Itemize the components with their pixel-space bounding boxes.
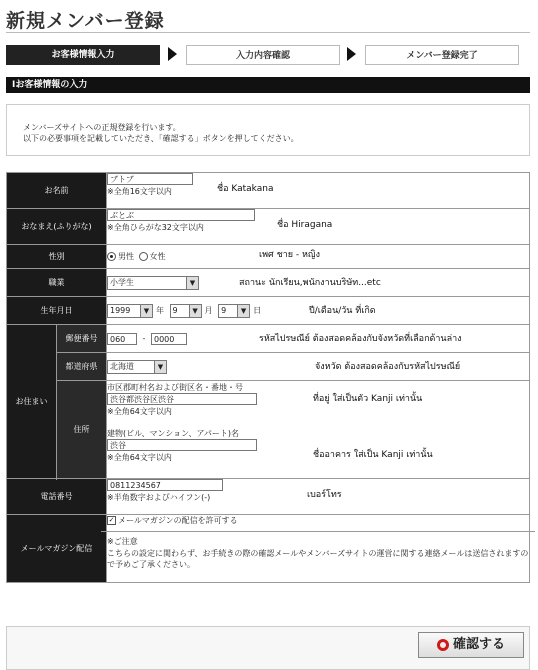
- chevron-down-icon: ▼: [237, 305, 249, 317]
- gender-male-radio[interactable]: [107, 252, 116, 261]
- kana-input[interactable]: ぶとぶ: [107, 209, 255, 221]
- row-gender: [7, 245, 530, 269]
- row-street: [7, 381, 530, 479]
- postal-thai-annotation: รหัสไปรษณีย์ ต้องสอดคล้องกับจังหวัดที่เลือกด้านล่าง: [259, 334, 462, 344]
- step-arrow-icon: [168, 47, 177, 61]
- mail-magazine-checkbox[interactable]: ✓: [108, 516, 115, 524]
- job-label: 職業: [7, 269, 107, 297]
- birth-day-select[interactable]: [218, 304, 250, 318]
- phone-label: 電話番号: [7, 479, 107, 515]
- intro-box: [6, 104, 530, 156]
- postal-label: 郵便番号: [57, 325, 107, 353]
- street-line1-label: 市区郡町村名および街区名・番地・号: [107, 383, 243, 392]
- phone-thai-annotation: เบอร์โทร: [307, 490, 342, 500]
- day-unit: 日: [253, 306, 262, 315]
- address-label: お住まい: [7, 325, 57, 479]
- section-header: Iお客様情報の入力: [6, 77, 530, 93]
- page-title: 新規メンバー登録: [6, 10, 165, 32]
- row-kana: [7, 209, 530, 245]
- phone-input[interactable]: 0811234567: [107, 479, 223, 491]
- kana-thai-annotation: ชื่อ Hiragana: [277, 220, 333, 230]
- confirm-button-label: 確認する: [452, 637, 505, 652]
- name-label: お名前: [7, 173, 107, 209]
- row-name: [7, 173, 530, 209]
- row-job: [7, 269, 530, 297]
- street-line1-note: ※全角64文字以内: [107, 407, 172, 416]
- birth-year-select[interactable]: [107, 304, 153, 318]
- row-birth: [7, 297, 530, 325]
- job-select[interactable]: [107, 276, 199, 290]
- chevron-down-icon: ▼: [189, 305, 201, 317]
- kana-label: おなまえ(ふりがな): [7, 209, 107, 245]
- birth-label: 生年月日: [7, 297, 107, 325]
- registration-form: [6, 172, 530, 583]
- chevron-down-icon: ▼: [140, 305, 152, 317]
- street-line2-input[interactable]: 渋谷: [107, 439, 257, 451]
- title-divider: [6, 32, 530, 33]
- step-customer-info: お客様情報入力: [6, 45, 160, 65]
- name-thai-annotation: ชื่อ Katakana: [217, 184, 274, 194]
- year-unit: 年: [156, 306, 164, 315]
- street-label: 住所: [57, 381, 107, 479]
- mail-label: メールマガジン配信: [7, 515, 107, 583]
- mail-magazine-checkbox-label: メールマガジンの配信を許可する: [118, 516, 238, 525]
- gender-female-radio[interactable]: [139, 252, 148, 261]
- step-arrow-icon: [347, 47, 356, 61]
- prefecture-select[interactable]: [107, 360, 167, 374]
- circle-icon: [437, 639, 449, 651]
- name-input[interactable]: ブトブ: [107, 173, 193, 185]
- confirm-button[interactable]: [418, 632, 524, 658]
- gender-female-label: 女性: [149, 252, 166, 261]
- month-unit: 月: [204, 306, 213, 315]
- prefecture-value: 北海道: [110, 361, 134, 371]
- gender-thai-annotation: เพศ ชาย - หญิง: [259, 250, 320, 260]
- street-line2-label: 建物(ビル、マンション、アパート)名: [107, 429, 239, 438]
- birth-month-select[interactable]: [170, 304, 202, 318]
- gender-label: 性別: [7, 245, 107, 269]
- prefecture-label: 都道府県: [57, 353, 107, 381]
- intro-line-1: メンバーズサイトへの正規登録を行います。: [23, 123, 181, 132]
- birth-thai-annotation: ปี/เดือน/วัน ที่เกิด: [309, 306, 376, 316]
- job-thai-annotation: สถานะ นักเรียน,พนักงานบริษัท...etc: [239, 278, 381, 288]
- step-registration-complete: メンバー登録完了: [365, 45, 519, 65]
- mail-notice-body: こちらの設定に関わらず、お手続きの際の確認メールやメンバーズサイトの運営に関する連絡メールは送信されますので予めご了承ください。: [107, 549, 529, 569]
- intro-line-2: 以下の必要事項を記載していただき、「確認する」ボタンを押してください。: [23, 134, 299, 143]
- birth-year-value: 1999: [110, 305, 131, 315]
- street-line1-thai-annotation: ที่อยู่ ใส่เป็นตัว Kanji เท่านั้น: [313, 394, 423, 404]
- name-note: ※全角16文字以内: [107, 187, 172, 196]
- row-prefecture: [7, 353, 530, 381]
- chevron-down-icon: ▼: [154, 361, 166, 373]
- row-postal: [7, 325, 530, 353]
- job-select-value: 小学生: [110, 277, 134, 287]
- row-mail: [7, 515, 530, 583]
- street-line2-thai-annotation: ชื่ออาคาร ใส่เป็น Kanji เท่านั้น: [313, 450, 433, 460]
- prefecture-thai-annotation: จังหวัด ต้องสอดคล้องกับรหัสไปรษณีย์: [315, 362, 461, 372]
- street-line1-input[interactable]: 渋谷都渋谷区渋谷: [107, 393, 257, 405]
- birth-month-value: 9: [172, 305, 178, 315]
- mail-notice-title: ※ご注意: [107, 537, 138, 546]
- phone-note: ※半角数字およびハイフン(-): [107, 493, 211, 502]
- postal-separator: -: [142, 334, 146, 343]
- street-line2-note: ※全角64文字以内: [107, 453, 172, 462]
- chevron-down-icon: ▼: [186, 277, 198, 289]
- birth-day-value: 9: [221, 305, 227, 315]
- step-confirm-input: 入力内容確認: [186, 45, 340, 65]
- kana-note: ※全角ひらがな32文字以内: [107, 223, 204, 232]
- row-phone: [7, 479, 530, 515]
- postal-code-part2-input[interactable]: 0000: [151, 333, 187, 345]
- postal-code-part1-input[interactable]: 060: [107, 333, 137, 345]
- gender-male-label: 男性: [118, 252, 134, 261]
